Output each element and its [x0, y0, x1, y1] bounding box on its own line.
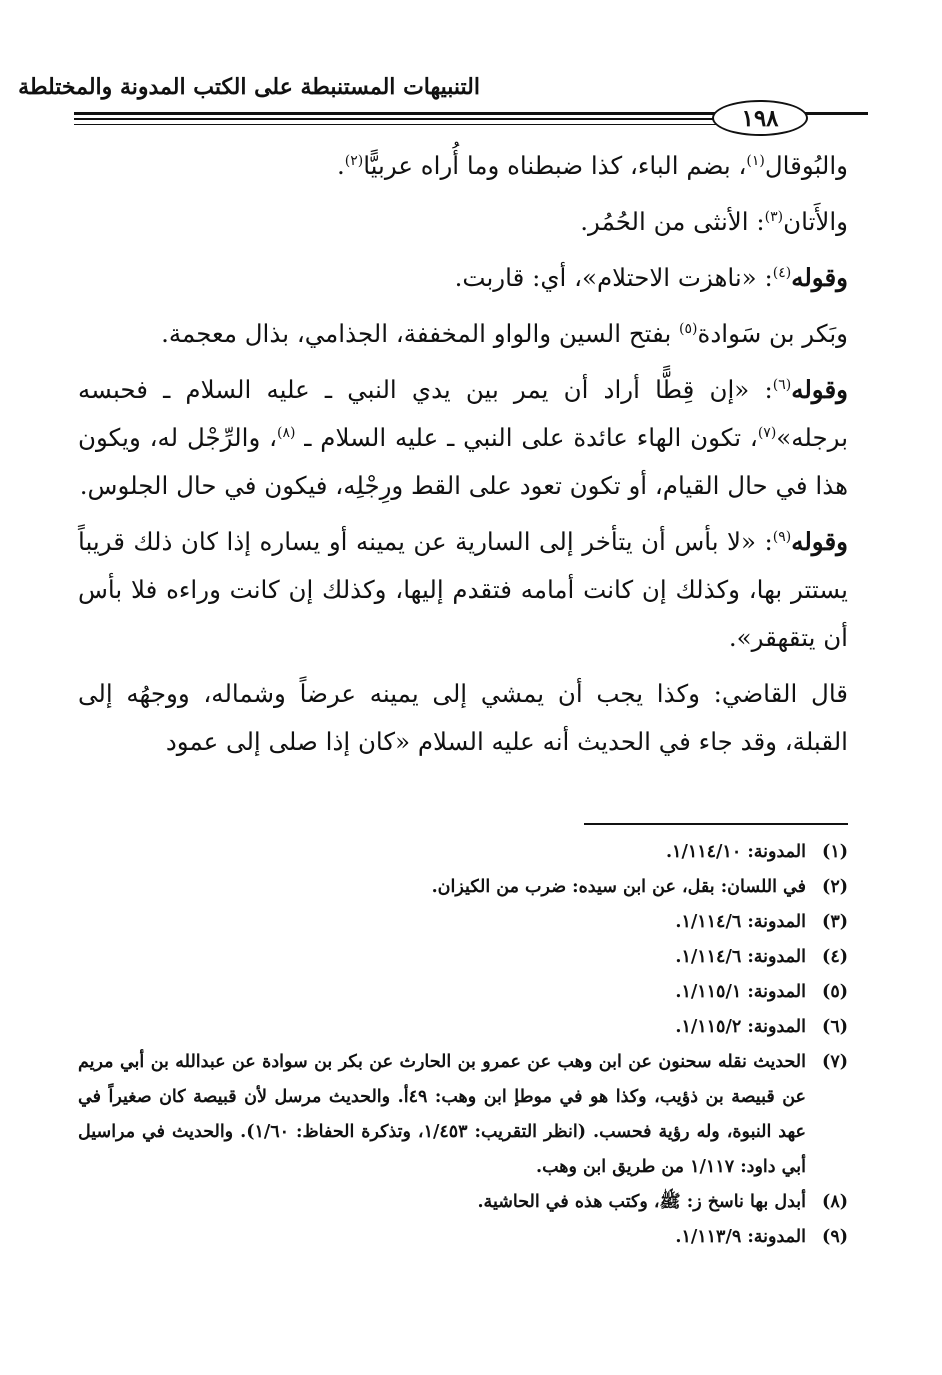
footnote-number: (٨) [822, 1192, 848, 1212]
footnote [78, 835, 848, 870]
footnote-ref: (٥) [679, 320, 698, 337]
lead-word: وقوله [791, 375, 848, 404]
footnote-text: في اللسان: بقل، عن ابن سيده: ضرب من الكيزان. [431, 877, 806, 897]
text: : الأنثى من الحُمُر. [580, 207, 765, 236]
paragraph [78, 310, 848, 358]
paragraph [78, 198, 848, 246]
footnote-ref: (٨) [277, 424, 296, 441]
footnote-separator [584, 823, 848, 825]
footnote-text: المدونة: ١/١١٥/٢. [675, 1017, 806, 1037]
footnote [78, 1185, 848, 1220]
paragraph [78, 366, 848, 510]
footnote-ref: (١) [746, 152, 765, 169]
running-title: التنبيهات المستنبطة على الكتب المدونة والمختلطة [18, 74, 480, 100]
footnote [78, 940, 848, 975]
footnote [78, 1220, 848, 1255]
footnote-ref: (٤) [772, 264, 792, 281]
text: وبَكر بن سَوادة [697, 319, 848, 348]
header-rule [74, 118, 782, 120]
footnote [78, 975, 848, 1010]
footnote-text: المدونة: ١/١١٤/٦. [675, 912, 806, 932]
footnote [78, 870, 848, 905]
footnote-number: (٦) [822, 1017, 848, 1037]
text: ، والرِّجْل له، ويكون هذا في حال القيام، أو تكون تعود على القط ورِجْلِه، فيكون في حال الجلوس. [78, 423, 848, 500]
text: والأَتان [783, 207, 848, 236]
footnote-number: (٤) [822, 947, 848, 967]
footnote-number: (٢) [822, 877, 848, 897]
text: . [336, 151, 345, 180]
text: بفتح السين والواو المخففة، الجذامي، بذال معجمة. [161, 319, 680, 348]
footnote-number: (٣) [822, 912, 848, 932]
footnote-text: الحديث نقله سحنون عن ابن وهب عن عمرو بن الحارث عن بكر بن سوادة عن عبدالله بن أبي مريم عن قبيصة بن ذؤيب، وكذا هو في موطإ ابن وهب: ٤٩أ. والحديث مرسل لأن قبيصة كان صغيراً في عهد النبوة، وله رؤية فحسب. (انظر التقريب: ١/٤٥٣، وتذكرة الحفاظ: ١/٦٠). والحديث في مراسيل أبي داود: ١/١١٧ من طريق ابن وهب. [78, 1052, 806, 1177]
footnote-text: المدونة: ١/١١٣/٩. [675, 1227, 806, 1247]
footnote-number: (٥) [822, 982, 848, 1002]
text: : «ناهزت الاحتلام»، أي: قاربت. [454, 263, 773, 292]
page-number: ١٩٨ [712, 100, 808, 136]
footnote-number: (٧) [822, 1052, 848, 1072]
footnote-ref: (٩) [772, 528, 792, 545]
footnote-ref: (٦) [772, 376, 792, 393]
footnote-text: المدونة: ١/١١٤/٦. [675, 947, 806, 967]
paragraph [78, 518, 848, 662]
footnote-number: (١) [822, 842, 848, 862]
text: : «لا بأس أن يتأخر إلى السارية عن يمينه أو يساره إذا كان ذلك قريباً يستتر بها، وكذلك إن كانت أمامه فتقدم إليها، وكذلك إن كانت وراءه فلا بأس أن يتقهقر». [78, 527, 848, 652]
main-text [78, 142, 848, 766]
footnote [78, 1045, 848, 1185]
paragraph [78, 254, 848, 302]
text: ، بضم الباء، كذا ضبطناه وما أُراه عربيًّا [363, 151, 747, 180]
footnotes [78, 835, 848, 1255]
footnote [78, 905, 848, 940]
lead-word: وقوله [791, 263, 848, 292]
footnote-text: المدونة: ١/١١٥/١. [675, 982, 806, 1002]
text: ، تكون الهاء عائدة على النبي ـ عليه السلام ـ [295, 423, 758, 452]
text: قال القاضي: وكذا يجب أن يمشي إلى يمينه عرضاً وشماله، ووجهُه إلى القبلة، وقد جاء في الحديث أنه عليه السلام «كان إذا صلى إلى عمود [78, 679, 848, 756]
footnote-number: (٩) [822, 1227, 848, 1247]
paragraph [78, 670, 848, 766]
footnote-ref: (٧) [757, 424, 777, 441]
footnote-text: أبدل بها ناسخ ز: ﷺ، وكتب هذه في الحاشية. [477, 1192, 806, 1212]
header-rule [74, 124, 782, 125]
footnote-ref: (٢) [344, 152, 364, 169]
footnote-ref: (٣) [764, 208, 784, 225]
text: : «إن قِطًّا أراد أن يمر بين يدي النبي ـ عليه السلام ـ فحبسه برجله» [78, 375, 849, 452]
paragraph [78, 142, 848, 190]
footnote [78, 1010, 848, 1045]
text: والبُوقال [764, 151, 848, 180]
lead-word: وقوله [791, 527, 848, 556]
footnote-text: المدونة: ١/١١٤/١٠. [665, 842, 806, 862]
